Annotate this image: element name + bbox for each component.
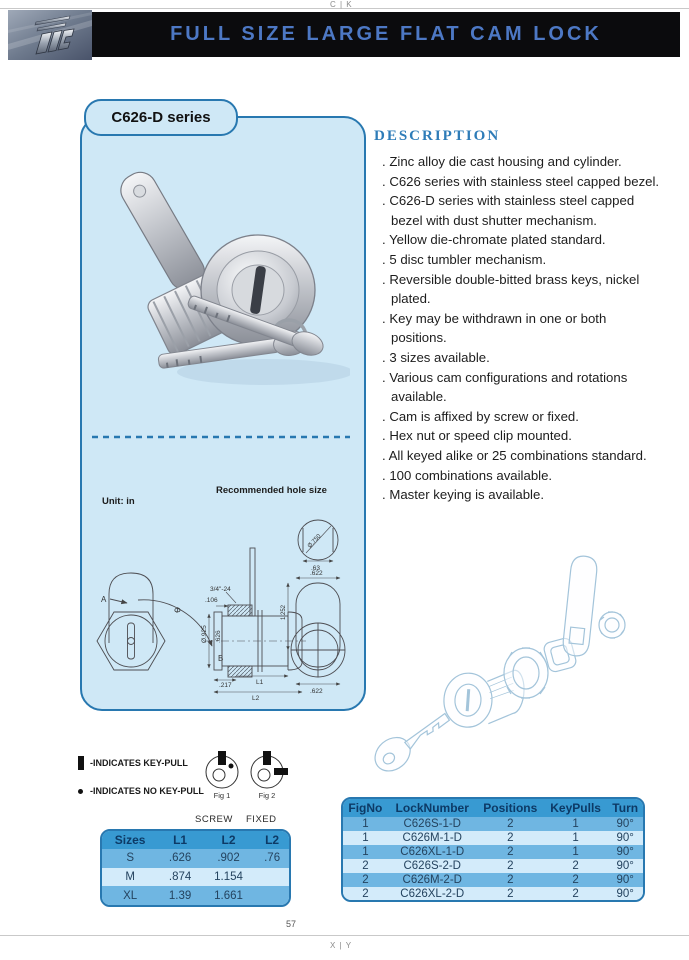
dim-925: Ø.925 — [201, 625, 208, 643]
sizes-cell: .626 — [168, 852, 192, 865]
page-title: FULL SIZE LARGE FLAT CAM LOCK — [170, 23, 602, 45]
dim-thread: 3/4"-24 — [210, 586, 231, 593]
sizes-cell: .76 — [264, 852, 281, 865]
lock-header-cell: Positions — [477, 799, 544, 817]
product-photo — [95, 135, 350, 425]
sizes-cell: .874 — [168, 870, 192, 883]
lock-cell: 90° — [616, 888, 634, 900]
sizes-cell: S — [126, 852, 134, 865]
description-bullet: . Reversible double-bitted brass keys, nickel plated. — [374, 270, 662, 309]
lock-cell: 1 — [572, 832, 579, 844]
lock-cell: 2 — [507, 888, 514, 900]
lock-cell: 90° — [616, 860, 634, 872]
lock-cell: C626XL-2-D — [400, 888, 465, 900]
lock-cell: 2 — [362, 888, 369, 900]
lock-cell: C626XL-1-D — [400, 846, 465, 858]
dim-l2: L2 — [252, 695, 260, 702]
fig1-label: Fig 1 — [213, 791, 231, 800]
rear-view — [288, 578, 345, 684]
lock-cell: C626S-1-D — [403, 818, 461, 830]
lock-cell: 90° — [616, 818, 634, 830]
lock-header-cell: FigNo — [343, 799, 388, 817]
legend-no-key-pull — [78, 786, 204, 796]
fixed-group-label: FIXED — [246, 814, 277, 825]
dim-angle: Φ — [174, 606, 181, 615]
lock-header-cell: LockNumber — [388, 799, 477, 817]
sizes-cell: M — [125, 870, 135, 883]
lock-cell: 1 — [362, 832, 369, 844]
technical-drawing — [84, 430, 362, 707]
lock-row — [343, 873, 643, 887]
sizes-header-cell: Sizes — [102, 831, 158, 849]
lock-cell: 90° — [616, 846, 634, 858]
dim-217: .217 — [219, 682, 232, 689]
lock-cell: 2 — [507, 818, 514, 830]
description-bullet: . 100 combinations available. — [374, 466, 662, 486]
dim-point-b: B — [218, 654, 224, 663]
lock-cell: C626M-2-D — [402, 874, 462, 886]
sizes-cell — [255, 886, 289, 905]
screw-group-label: SCREW — [195, 814, 233, 825]
fig-diagrams — [198, 748, 298, 803]
dim-hole-w: .63 — [311, 565, 321, 572]
lock-cell: C626S-2-D — [403, 860, 461, 872]
description-section — [374, 128, 674, 505]
lock-cell: 2 — [572, 888, 579, 900]
top-registration-mark: C | K — [330, 0, 353, 9]
description-bullet: . All keyed alike or 25 combinations standard. — [374, 446, 662, 466]
lock-cell: 2 — [362, 874, 369, 886]
series-label: C626-D series — [111, 109, 211, 126]
dim-rear-bottom: .622 — [310, 688, 323, 695]
lock-cell: 1 — [572, 846, 579, 858]
series-badge — [84, 99, 238, 136]
lock-cell: 2 — [362, 860, 369, 872]
lock-header-row — [343, 799, 643, 817]
dim-rear-top: .622 — [310, 570, 323, 577]
front-view — [97, 573, 212, 670]
lock-cell: 2 — [507, 832, 514, 844]
description-bullet: . Zinc alloy die cast housing and cylinder. — [374, 152, 662, 172]
sizes-cell — [255, 868, 289, 887]
sizes-header-cell: L2 — [202, 831, 255, 849]
sizes-header-cell: L2 — [255, 831, 289, 849]
brand-logo — [8, 10, 92, 60]
no-key-pull-icon — [78, 789, 83, 794]
description-bullet: . Various cam configurations and rotations available. — [374, 368, 662, 407]
dim-l1: L1 — [256, 679, 264, 686]
dim-point-a: A — [101, 595, 107, 604]
lock-row — [343, 887, 643, 901]
page-header — [92, 12, 680, 57]
sizes-table — [100, 829, 291, 907]
lock-cell: 1 — [572, 818, 579, 830]
sizes-header-cell: L1 — [158, 831, 202, 849]
lock-cell: 1 — [362, 818, 369, 830]
description-list — [374, 152, 662, 505]
dim-626: .626 — [215, 630, 222, 643]
description-bullet: . Yellow die-chromate plated standard. — [374, 230, 662, 250]
lock-row — [343, 845, 643, 859]
legend-key-pull — [78, 756, 188, 770]
lock-cell: 2 — [572, 874, 579, 886]
lock-table — [341, 797, 645, 902]
lock-cell: 2 — [507, 874, 514, 886]
exploded-diagram — [362, 548, 689, 795]
lock-row — [343, 859, 643, 873]
sizes-cell: XL — [123, 889, 138, 902]
lock-cell: 90° — [616, 832, 634, 844]
lock-row — [343, 831, 643, 845]
lock-cell: 1 — [362, 846, 369, 858]
lock-cell: 2 — [507, 860, 514, 872]
hole-size-label: Recommended hole size — [216, 485, 327, 496]
sizes-cell: 1.661 — [214, 889, 243, 902]
fig2-label: Fig 2 — [258, 791, 276, 800]
description-bullet: . Hex nut or speed clip mounted. — [374, 426, 662, 446]
dim-hole-dia: Ø.750 — [306, 533, 323, 550]
lock-cell: 2 — [507, 846, 514, 858]
sizes-row — [102, 868, 289, 887]
bottom-trim-line — [0, 935, 689, 936]
description-title: DESCRIPTION — [374, 128, 501, 144]
lock-cell: 90° — [616, 874, 634, 886]
legend-key-pull-label: -INDICATES KEY-PULL — [90, 758, 188, 768]
description-bullet: . 5 disc tumbler mechanism. — [374, 250, 662, 270]
sizes-cell: .902 — [217, 852, 240, 865]
dim-rear-h: 1.252 — [281, 604, 287, 620]
unit-label: Unit: in — [102, 496, 135, 507]
lock-header-cell: Turn — [607, 799, 643, 817]
side-view — [205, 548, 306, 692]
sizes-cell: 1.154 — [214, 870, 243, 883]
description-bullet: . 3 sizes available. — [374, 348, 662, 368]
description-bullet: . Key may be withdrawn in one or both positions. — [374, 309, 662, 348]
sizes-header-row — [102, 831, 289, 849]
description-bullet: . C626-D series with stainless steel capped bezel with dust shutter mechanism. — [374, 191, 662, 230]
legend-no-key-pull-label: -INDICATES NO KEY-PULL — [90, 786, 204, 796]
lock-header-cell: KeyPulls — [544, 799, 608, 817]
key-pull-icon — [78, 756, 84, 770]
bottom-registration-mark: X | Y — [330, 941, 353, 950]
lock-row — [343, 817, 643, 831]
page-number: 57 — [286, 919, 297, 929]
description-bullet: . C626 series with stainless steel capped bezel. — [374, 172, 662, 192]
description-bullet: . Master keying is available. — [374, 485, 662, 505]
sizes-row — [102, 886, 289, 905]
description-bullet: . Cam is affixed by screw or fixed. — [374, 407, 662, 427]
lock-cell: 2 — [572, 860, 579, 872]
sizes-cell: 1.39 — [168, 889, 192, 902]
sizes-row — [102, 849, 289, 868]
lock-cell: C626M-1-D — [402, 832, 462, 844]
dim-106: .106 — [205, 597, 218, 604]
